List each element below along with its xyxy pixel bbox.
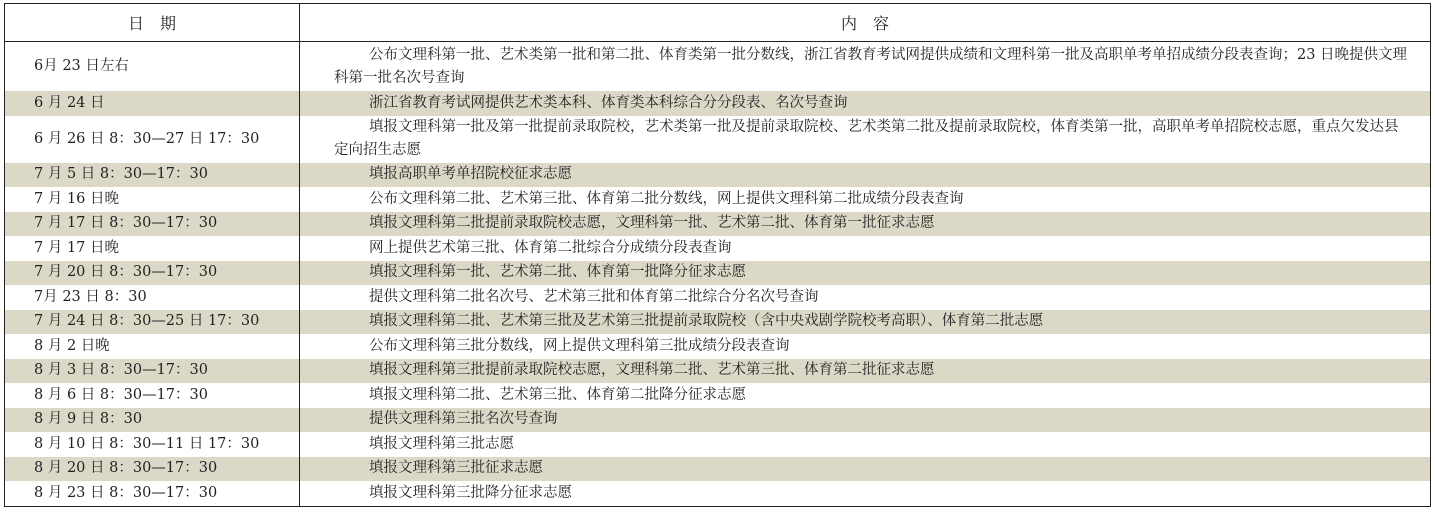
row-content: 填报文理科第一批、艺术第二批、体育第一批降分征求志愿 bbox=[300, 261, 1431, 286]
header-date: 日 期 bbox=[5, 4, 300, 42]
row-date: 6 月 24 日 bbox=[5, 91, 300, 116]
table-row bbox=[5, 187, 1431, 212]
row-date: 8 月 23 日 8：30—17：30 bbox=[5, 481, 300, 506]
table-row bbox=[5, 285, 1431, 310]
schedule-table-container bbox=[4, 3, 1430, 515]
table-row bbox=[5, 457, 1431, 482]
row-date: 8 月 9 日 8：30 bbox=[5, 408, 300, 433]
table-row bbox=[5, 310, 1431, 335]
row-content: 填报文理科第二批提前录取院校志愿，文理科第一批、艺术第二批、体育第一批征求志愿 bbox=[300, 212, 1431, 237]
row-content: 填报文理科第一批及第一批提前录取院校，艺术类第一批及提前录取院校、艺术类第二批及提前录取院校，体育类第一批，高职单考单招院校志愿，重点欠发达县定向招生志愿 bbox=[300, 116, 1431, 163]
row-content: 填报高职单考单招院校征求志愿 bbox=[300, 163, 1431, 188]
table-row bbox=[5, 383, 1431, 408]
table-row bbox=[5, 261, 1431, 286]
row-content: 公布文理科第二批、艺术第三批、体育第二批分数线，网上提供文理科第二批成绩分段表查询 bbox=[300, 187, 1431, 212]
row-content: 公布文理科第一批、艺术类第一批和第二批、体育类第一批分数线，浙江省教育考试网提供成绩和文理科第一批及高职单考单招成绩分段表查询；23 日晚提供文理科第一批名次号查询 bbox=[300, 42, 1431, 92]
row-date: 8 月 3 日 8：30—17：30 bbox=[5, 359, 300, 384]
table-row bbox=[5, 163, 1431, 188]
row-date: 6月 23 日左右 bbox=[5, 42, 300, 92]
row-content: 提供文理科第三批名次号查询 bbox=[300, 408, 1431, 433]
row-content: 填报文理科第三批志愿 bbox=[300, 432, 1431, 457]
row-content: 浙江省教育考试网提供艺术类本科、体育类本科综合分分段表、名次号查询 bbox=[300, 91, 1431, 116]
table-row bbox=[5, 42, 1431, 92]
header-row bbox=[5, 4, 1431, 42]
table-row bbox=[5, 334, 1431, 359]
row-date: 7 月 5 日 8：30—17：30 bbox=[5, 163, 300, 188]
row-date: 8 月 10 日 8：30—11 日 17：30 bbox=[5, 432, 300, 457]
row-content: 填报文理科第三批征求志愿 bbox=[300, 457, 1431, 482]
row-content: 公布文理科第三批分数线，网上提供文理科第三批成绩分段表查询 bbox=[300, 334, 1431, 359]
row-content: 提供文理科第二批名次号、艺术第三批和体育第二批综合分名次号查询 bbox=[300, 285, 1431, 310]
table-row bbox=[5, 212, 1431, 237]
table-row bbox=[5, 408, 1431, 433]
row-content: 填报文理科第三批提前录取院校志愿，文理科第二批、艺术第三批、体育第二批征求志愿 bbox=[300, 359, 1431, 384]
table-row bbox=[5, 432, 1431, 457]
row-content: 填报文理科第二批、艺术第三批、体育第二批降分征求志愿 bbox=[300, 383, 1431, 408]
table-row bbox=[5, 359, 1431, 384]
row-date: 8 月 6 日 8：30—17：30 bbox=[5, 383, 300, 408]
row-content: 网上提供艺术第三批、体育第二批综合分成绩分段表查询 bbox=[300, 236, 1431, 261]
table-row bbox=[5, 481, 1431, 506]
table-row bbox=[5, 236, 1431, 261]
row-date: 7 月 17 日晚 bbox=[5, 236, 300, 261]
row-content: 填报文理科第二批、艺术第三批及艺术第三批提前录取院校（含中央戏剧学院校考高职）、体育第二批志愿 bbox=[300, 310, 1431, 335]
row-date: 7 月 24 日 8：30—25 日 17：30 bbox=[5, 310, 300, 335]
schedule-table bbox=[4, 3, 1431, 507]
row-date: 7 月 20 日 8：30—17：30 bbox=[5, 261, 300, 286]
table-row bbox=[5, 116, 1431, 163]
row-date: 8 月 20 日 8：30—17：30 bbox=[5, 457, 300, 482]
table-row bbox=[5, 91, 1431, 116]
row-content: 填报文理科第三批降分征求志愿 bbox=[300, 481, 1431, 506]
row-date: 7月 23 日 8：30 bbox=[5, 285, 300, 310]
header-content: 内 容 bbox=[300, 4, 1431, 42]
row-date: 8 月 2 日晚 bbox=[5, 334, 300, 359]
row-date: 6 月 26 日 8：30—27 日 17：30 bbox=[5, 116, 300, 163]
row-date: 7 月 17 日 8：30—17：30 bbox=[5, 212, 300, 237]
row-date: 7 月 16 日晚 bbox=[5, 187, 300, 212]
